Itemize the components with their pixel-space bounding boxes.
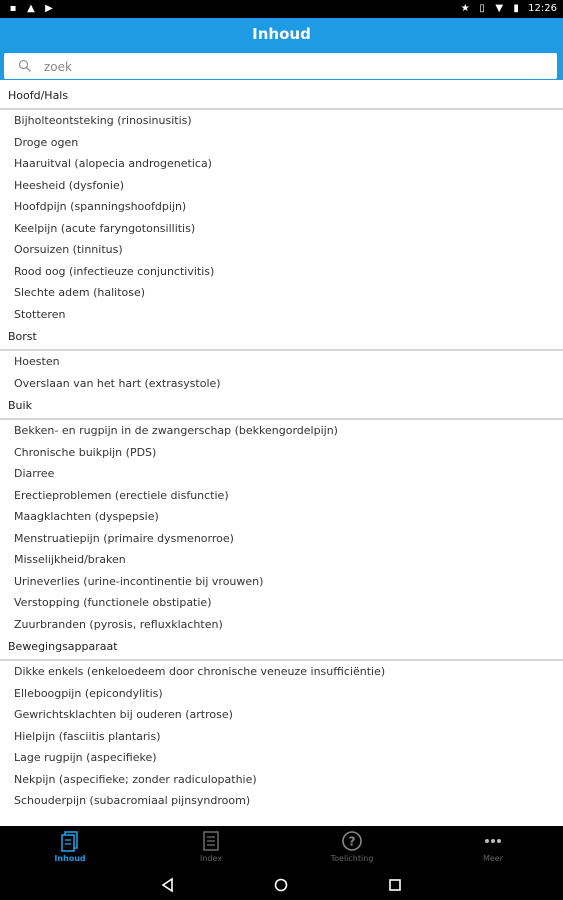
status-bar [0, 0, 563, 18]
list-item[interactable]: Verstopping (functionele obstipatie) [14, 596, 212, 609]
list-item[interactable]: Haaruitval (alopecia androgenetica) [14, 157, 212, 170]
list-item[interactable]: Nekpijn (aspecifieke; zonder radiculopathie) [14, 772, 257, 786]
help-icon [341, 830, 363, 852]
home-icon[interactable] [273, 877, 289, 893]
list-item[interactable]: Diarree [14, 467, 55, 480]
more-icon [482, 830, 504, 852]
star-icon: ★ [460, 3, 470, 14]
system-navigation-bar [0, 870, 563, 900]
index-icon [200, 830, 222, 852]
contents-list[interactable] [0, 84, 563, 826]
tab-toelichting[interactable] [282, 826, 422, 870]
wifi-icon: ▼ [495, 3, 504, 14]
tab-meer-label: Meer [482, 854, 504, 863]
tab-meer[interactable] [423, 826, 563, 870]
tab-index[interactable] [141, 826, 281, 870]
vibrate-icon: ▯ [479, 3, 485, 14]
list-item[interactable]: Lage rugpijn (aspecifieke) [14, 751, 157, 764]
section-header: Hoofd/Hals [0, 84, 563, 110]
section-header: Buik [0, 394, 563, 420]
list-item[interactable]: Overslaan van het hart (extrasystole) [14, 376, 221, 390]
list-item[interactable]: Heesheid (dysfonie) [14, 178, 125, 192]
list-item[interactable]: Maagklachten (dyspepsie) [14, 510, 159, 523]
list-item[interactable]: Slechte adem (halitose) [14, 286, 146, 299]
list-item[interactable]: Oorsuizen (tinnitus) [14, 243, 123, 256]
list-item[interactable]: Schouderpijn (subacromiaal pijnsyndroom) [14, 794, 251, 807]
list-item[interactable]: Zuurbranden (pyrosis, refluxklachten) [14, 617, 223, 631]
tab-toelichting-label: Toelichting [330, 854, 374, 863]
section-header: Borst [0, 325, 563, 351]
contents-icon [59, 830, 81, 852]
back-icon[interactable] [160, 877, 176, 893]
search-box[interactable] [4, 53, 557, 79]
tab-index-label: Index [199, 854, 223, 863]
list-item[interactable]: Misselijkheid/braken [14, 553, 126, 566]
list-item[interactable]: Elleboogpijn (epicondylitis) [14, 686, 163, 700]
list-item[interactable]: Urineverlies (urine-incontinentie bij vrouwen) [14, 574, 264, 588]
search-icon [18, 59, 32, 73]
section-header: Bewegingsapparaat [0, 635, 563, 661]
list-item[interactable]: Menstruatiepijn (primaire dysmenorroe) [14, 531, 234, 545]
list-item[interactable]: Rood oog (infectieuze conjunctivitis) [14, 264, 215, 278]
play-store-notification-icon: ▶ [45, 3, 53, 14]
image-notification-icon: ▪ [9, 3, 17, 14]
list-item[interactable]: Stotteren [14, 307, 66, 321]
recents-icon[interactable] [387, 877, 403, 893]
svg-text:?: ? [348, 834, 356, 849]
tab-inhoud[interactable] [0, 826, 140, 870]
list-item[interactable]: Gewrichtsklachten bij ouderen (artrose) [14, 708, 233, 721]
tab-inhoud-label: Inhoud [54, 854, 86, 863]
list-item[interactable]: Bekken- en rugpijn in de zwangerschap (bekkengordelpijn) [14, 424, 338, 437]
list-item[interactable]: Chronische buikpijn (PDS) [14, 445, 157, 459]
list-item[interactable]: Droge ogen [14, 135, 79, 149]
search-input[interactable] [42, 56, 546, 78]
search-bar [0, 50, 563, 80]
page-title: Inhoud [0, 18, 563, 50]
list-item[interactable]: Hielpijn (fasciitis plantaris) [14, 729, 161, 743]
list-item[interactable]: Hoofdpijn (spanningshoofdpijn) [14, 200, 187, 213]
upload-notification-icon: ▲ [27, 3, 35, 14]
list-item[interactable]: Keelpijn (acute faryngotonsillitis) [14, 221, 196, 235]
list-item[interactable]: Bijholteontsteking (rinosinusitis) [14, 114, 192, 127]
list-item[interactable]: Hoesten [14, 355, 60, 368]
list-item[interactable]: Erectieproblemen (erectiele disfunctie) [14, 488, 229, 502]
bottom-navigation [0, 826, 563, 870]
clock: 12:26 [528, 3, 557, 14]
list-item[interactable]: Dikke enkels (enkeloedeem door chronische veneuze insufficiëntie) [14, 665, 386, 678]
battery-icon: ▮ [513, 3, 519, 14]
